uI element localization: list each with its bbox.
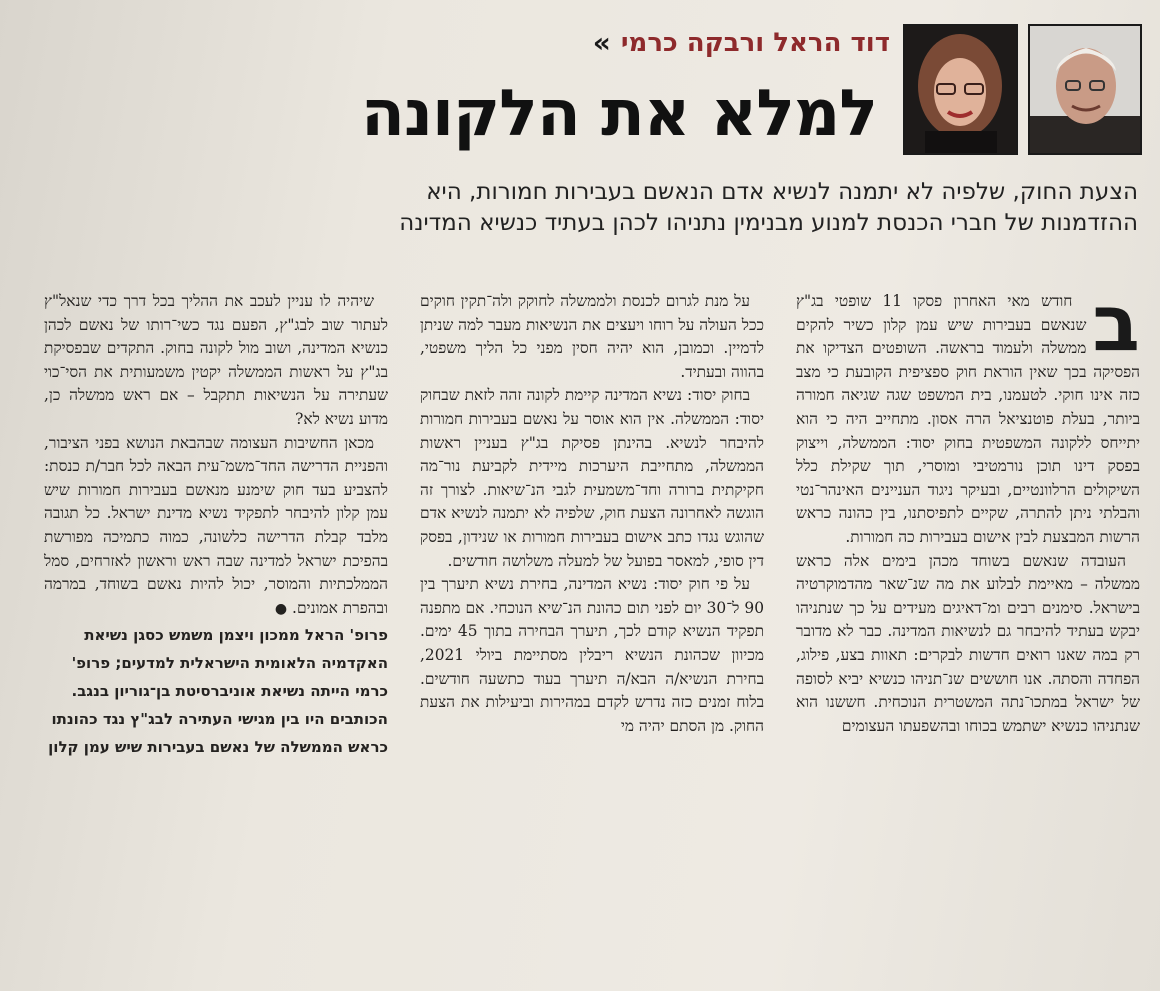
article-column-1 xyxy=(796,290,1140,980)
paragraph: העובדה שנאשם בשוחד מכהן בימים אלה כראש ממשלה – מאיימת לבלוע את מה שנ־שאר מהדמוקרטיה בישראל. סימנים רבים ומ־דאיגים מעידים על כך שנתניהו יבקש בעתיד להיבחר גם לנשיאות המדינה. כבר לא מדובר רק במה שאנו רואים חדשות לבקרים: תאוות בצע, פילוג, הפחדה והסתה. אנו חוששים שנ־תניהו כנשיא יביא לסופה של ישראל במתכו־נתה המשטרית הנוכחית. חששנו הוא שנתניהו כנשיא ישתמש בכוחו ובהשפעתו העצומים xyxy=(796,551,1140,735)
byline xyxy=(593,26,890,59)
headline: למלא את הלקונה xyxy=(361,77,877,151)
author-photo-woman xyxy=(903,24,1018,155)
drop-cap: ב xyxy=(1092,290,1140,369)
byline-authors: דוד הראל ורבקה כרמי xyxy=(620,27,890,58)
subtitle xyxy=(18,177,1138,239)
paragraph: על פי חוק יסוד: נשיא המדינה, בחירת נשיא תיערך בין 90 ל־30 יום לפני תום כהונת הנ־שיא הנוכחי. אם מתפנה תפקיד הנשיא קודם לכך, תיערך הבחירה בתוך 45 ימים. מכיוון שכהונת הנשיא ריבלין מסתיימת ביולי 2021, בחירת הנשיא/ה הבא/ה תיערך בעוד כתשעה חודשים. בלוח זמנים כזה נדרש לקדם במהירות וביעילות את הצעת החוק. מן הסתם יהיה מי xyxy=(420,575,764,735)
subtitle-line-2: ההזדמנות של חברי הכנסת למנוע מבנימין נתניהו לכהן בעתיד כנשיא המדינה xyxy=(399,210,1138,236)
author-photo-man xyxy=(1028,24,1142,155)
article-column-3 xyxy=(44,290,388,980)
paragraph: בחוק יסוד: נשיא המדינה קיימת לקונה זהה לזאת שבחוק יסוד: הממשלה. אין הוא אוסר על נאשם בעבירות חמורות להיבחר לנשיא. בהינתן פסיקת בג"ץ בעניין ראשות הממשלה, מתחייבת היערכות מיידית לקביעת נור־מה חקיקתית ברורה וחד־משמעית לגבי הנ־שיאות. לצורך זה הוגשה לאחרונה הצעת חוק, שלפיה לא יתמנה לנשיא אדם שהוגש נגדו כתב אישום בעבירות חמורות או שנידון, בפסק דין סופי, למאסר בפועל של למעלה משלושה חודשים. xyxy=(420,386,764,570)
end-mark-icon: ● xyxy=(274,600,288,617)
paragraph: חודש מאי האחרון פסקו 11 שופטי בג"ץ שנאשם בעבירות שיש עמן קלון כשיר להקים ממשלה ולעמוד בראשה. השופטים הצדיקו את הפסיקה בכך שאין הוראת חוק ספציפית הקובעת כי מצב כזה אינו חוקי. לטעמנו, בית המשפט שגה שגיאה חמורה ביותר, בעלת פוטנציאל הרה אסון. מתחייב היה כי הוא יתייחס ללקונה המשפטית בחוק יסוד: הממשלה, וייצוק בפסק דינו תוכן נורמטיבי ומוסרי, תוך שקילת כלל השיקולים הרלוונטיים, ובעיקר ניגוד העניינים האינהר־נטי והבלתי ניתן להתרה, שקיים לתפיסתנו, בין כהונה כראש הרשות המבצעת לבין אישום בעבירות כה חמורות. xyxy=(796,292,1140,546)
author-photo-woman-image xyxy=(905,26,1016,153)
paragraph xyxy=(44,432,388,622)
subtitle-line-1: הצעת החוק, שלפיה לא יתמנה לנשיא אדם הנאשם בעבירות חמורות, היא xyxy=(426,179,1138,205)
article-column-2 xyxy=(420,290,764,980)
paragraph: שיהיה לו עניין לעכב את ההליך בכל דרך כדי שנאל"ץ לעתור שוב לבג"ץ, הפעם נגד כשי־רותו של נאשם לכהן כנשיא המדינה, ושוב מול לקונה בחוק. התקדים שבפסיקת בג"ץ על ראשות הממשלה יקטין משמעותית את הסי־כוי שעתירה על הנשיאות תתקבל – אם ראש ממשלה כן, מדוע נשיא לא? xyxy=(44,292,388,428)
paragraph-text: מכאן החשיבות העצומה שבהבאת הנושא בפני הציבור, והפניית הדרישה החד־משמ־עית הבאה לכל חבר/ת כנסת: להצביע בעד חוק שימנע מנאשם בעבירות חמורות שיש עמן קלון להיבחר לתפקיד נשיא מדינת ישראל. כל תגובה מלבד קבלת הדרישה כלשונה, כמוה כתמיכה מפורשת בהפיכת ישראל למדינה שבה ראש וראשון לאזרחים, סמל הממלכתיות והמוסר, יכול להיות נאשם בשוחד, במרמה ובהפרת אמונים. xyxy=(44,433,388,617)
author-bio: פרופ' הראל ממכון ויצמן משמש כסגן נשיאת האקדמיה הלאומית הישראלית למדעים; פרופ' כרמי הייתה נשיאת אוניברסיטת בן־גוריון בנגב. הכותבים היו בין מגישי העתירה לבג"ץ נגד כהונתו כראש הממשלה של נאשם בעבירות שיש עמן קלון xyxy=(48,626,388,757)
article-body xyxy=(10,290,1140,980)
paragraph: על מנת לגרום לכנסת ולממשלה לחוקק ולה־תקין חוקים ככל העולה על רוחו ויעצים את הנשיאות מעבר למה שניתן לדמיין. וכמובן, הוא יהיה חסין מפני כל הליך משפטי, בהווה ובעתיד. xyxy=(420,292,764,381)
author-photo-man-image xyxy=(1030,26,1140,153)
byline-chevron-icon: » xyxy=(592,26,611,59)
